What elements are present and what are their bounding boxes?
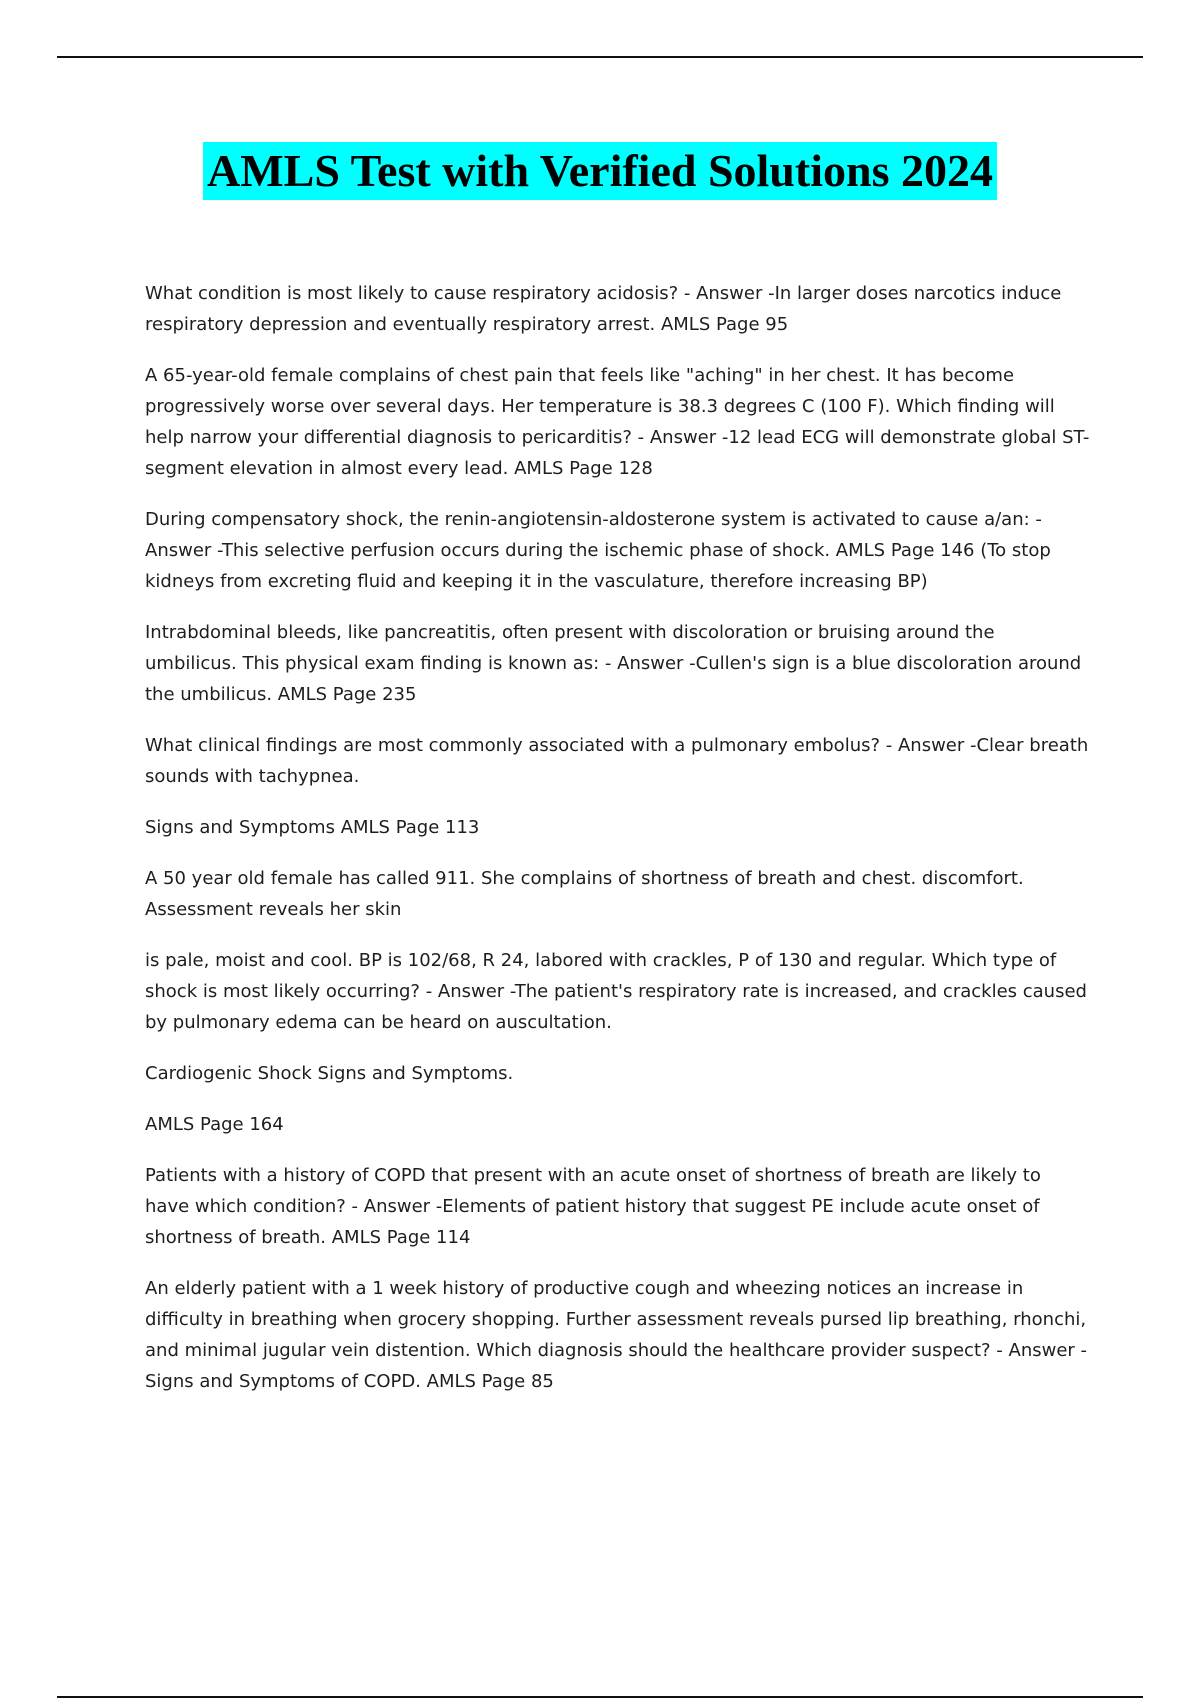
paragraph-copd-pe: Patients with a history of COPD that present with an acute onset of shortness of breath are likely to have which condition? - Answer -Elements of patient history that suggest PE include acute onset of shortness of breath. AMLS Page 114 bbox=[145, 1165, 1041, 1248]
document-title: AMLS Test with Verified Solutions 2024 bbox=[203, 142, 997, 200]
paragraph-cardiogenic-shock-question: is pale, moist and cool. BP is 102/68, R 24, labored with crackles, P of 130 and regular. Which type of shock is most likely occurring? - Answer -The patient's respiratory rate is increased, and crackles caused by pulmonary edema can be heard on auscultation. bbox=[145, 950, 1087, 1033]
paragraph-amls-page-164: AMLS Page 164 bbox=[145, 1114, 284, 1135]
document-body bbox=[145, 278, 1090, 1417]
paragraph-cullens-sign: Intrabdominal bleeds, like pancreatitis, often present with discoloration or bruising around the umbilicus. This physical exam finding is known as: - Answer -Cullen's sign is a blue discoloration around the umbilicus. AMLS Page 235 bbox=[145, 622, 1082, 705]
paragraph-compensatory-shock: During compensatory shock, the renin-angiotensin-aldosterone system is activated to cause a/an: - Answer -This selective perfusion occurs during the ischemic phase of shock. AMLS Page 146 (To stop kidneys from excreting fluid and keeping it in the vasculature, therefore increasing BP) bbox=[145, 509, 1051, 592]
paragraph-cardiogenic-shock-signs: Cardiogenic Shock Signs and Symptoms. bbox=[145, 1063, 514, 1084]
paragraph-signs-symptoms-113: Signs and Symptoms AMLS Page 113 bbox=[145, 817, 480, 838]
paragraph-911-call: A 50 year old female has called 911. She complains of shortness of breath and chest. discomfort. Assessment reveals her skin bbox=[145, 868, 1024, 920]
paragraph-elderly-copd: An elderly patient with a 1 week history of productive cough and wheezing notices an increase in difficulty in breathing when grocery shopping. Further assessment reveals pursed lip breathing, rhonchi, and minimal jugular vein distention. Which diagnosis should the healthcare provider suspect? - Answer -Signs and Symptoms of COPD. AMLS Page 85 bbox=[145, 1278, 1088, 1392]
paragraph-pericarditis: A 65-year-old female complains of chest pain that feels like "aching" in her chest. It has become progressively worse over several days. Her temperature is 38.3 degrees C (100 F). Which finding will help narrow your differential diagnosis to pericarditis? - Answer -12 lead ECG will demonstrate global ST-segment elevation in almost every lead. AMLS Page 128 bbox=[145, 365, 1090, 479]
paragraph-respiratory-acidosis: What condition is most likely to cause respiratory acidosis? - Answer -In larger doses narcotics induce respiratory depression and eventually respiratory arrest. AMLS Page 95 bbox=[145, 283, 1062, 335]
footer-rule bbox=[57, 1696, 1143, 1698]
header-rule bbox=[57, 56, 1143, 58]
paragraph-pulmonary-embolus: What clinical findings are most commonly associated with a pulmonary embolus? - Answer -Clear breath sounds with tachypnea. bbox=[145, 735, 1089, 787]
title-container bbox=[0, 142, 1200, 200]
